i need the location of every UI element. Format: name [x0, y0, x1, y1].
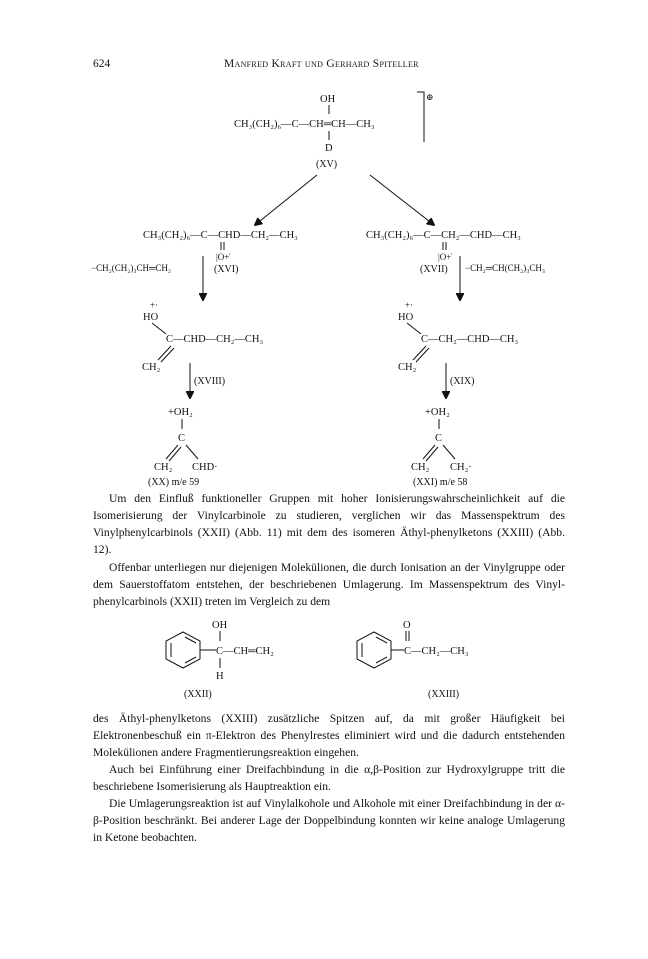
structure-xvi	[91, 230, 298, 300]
xx-label: (XX) m/e 59	[148, 477, 200, 488]
structure-xv	[234, 92, 434, 170]
xvi-formula: CH₃(CH₂)₆—C—CHD—CH₂—CH₃	[143, 230, 298, 241]
paragraph-4: Auch bei Einführung einer Dreifachbindung in die α,β-Position zur Hydroxylgruppe tritt die beschriebene Isomerisierung als Hauptreaktion ein.	[93, 763, 565, 793]
arrow-to-xvi	[255, 175, 317, 225]
xviii-ch2: CH₂	[142, 362, 161, 373]
xix-label: (XIX)	[450, 376, 475, 387]
xviii-chain: C—CHD—CH₂—CH₃	[166, 334, 264, 345]
xv-oh: OH	[320, 94, 336, 105]
xxii-chain: C—CH═CH₂	[216, 646, 274, 657]
xxii-h: H	[216, 671, 224, 682]
xix-chain: C—CH₂—CHD—CH₃	[421, 334, 519, 345]
xxii-oh: OH	[212, 620, 228, 631]
xx-chd: CHD·	[192, 462, 218, 473]
xvii-loss: −CH₂═CH(CH₂)₃CH₃	[465, 263, 546, 273]
xx-ch2: CH₂	[154, 462, 173, 473]
arrow-to-xvii	[370, 175, 434, 225]
running-head: Manfred Kraft und Gerhard Spiteller	[224, 58, 419, 70]
structure-xviii	[142, 300, 264, 398]
paragraph-5: Die Umlagerungsreaktion ist auf Vinylalkohole und Alkohole mit einer Dreifachbindung in der α-β-Position beschränkt. Bei anderer Lage der Doppelbindung konnten wir keine analoge Umlagerung in Ketone beobachten.	[93, 797, 565, 844]
xvii-oxygen: |O+̇	[438, 252, 452, 262]
xx-c: C	[178, 433, 186, 444]
xix-ho: HO	[398, 312, 414, 323]
xxi-ch2r: CH₂·	[450, 462, 472, 473]
xv-chain: CH₃(CH₂)₆—C—CH═CH—CH₃	[234, 119, 375, 130]
xxi-c: C	[435, 433, 443, 444]
xvi-oxygen: |O+̇	[216, 252, 230, 262]
structure-xx	[148, 407, 218, 488]
paragraph-2: Offenbar unterliegen nur diejenigen Molekülionen, die durch Ionisation an der Vinylgruppe oder dem Sauerstoffatom entstehen, der beschriebenen Umlagerung. Im Massenspektrum des Vinyl-phenylcarbinols (XXII) treten im Vergleich zu dem	[93, 561, 565, 608]
xvi-label: (XVI)	[214, 264, 239, 275]
xxii-label: (XXII)	[184, 689, 212, 700]
xix-radical: +·	[405, 300, 414, 310]
xxi-label: (XXI) m/e 58	[413, 477, 468, 488]
xx-oh2: +OH₂	[168, 407, 193, 418]
structure-xxi	[411, 407, 472, 488]
xxiii-chain: C—CH₂—CH₃	[404, 646, 469, 657]
xxi-oh2: +OH₂	[425, 407, 450, 418]
xv-label: (XV)	[316, 159, 338, 170]
xix-ch2: CH₂	[398, 362, 417, 373]
xviii-ho: HO	[143, 312, 159, 323]
page-number: 624	[93, 58, 111, 70]
xvii-label: (XVII)	[420, 264, 448, 275]
xv-d: D	[325, 143, 333, 154]
xvi-loss: −CH₂(CH₂)₃CH═CH₂	[91, 263, 172, 273]
structure-xix	[398, 300, 519, 398]
xvii-formula: CH₃(CH₂)₆—C—CH₂—CHD—CH₃	[366, 230, 521, 241]
xviii-radical: +·	[150, 300, 159, 310]
xviii-label: (XVIII)	[194, 376, 226, 387]
paragraph-3: des Äthyl-phenylketons (XXIII) zusätzliche Spitzen auf, da mit großer Häufigkeit bei Elektronenbeschuß ein π-Elektron des Phenylrestes eliminiert wird und die dadurch entstehenden Molekülionen andere Fragmentierungsreaktion eingehen.	[93, 712, 565, 759]
structure-xvii	[366, 230, 545, 300]
xxiii-label: (XXIII)	[428, 689, 460, 700]
xxiii-o: O	[403, 620, 411, 631]
paragraph-1: Um den Einfluß funktioneller Gruppen mit hoher Ionisierungswahrscheinlichkeit auf die Isomerisierung der Vinylcarbinole zu studieren, verglichen wir das Massenspektrum des Vinylphenylcarbinols (XXII) (Abb. 11) mit dem des isomeren Äthyl-phenylketons (XXIII) (Abb. 12).	[93, 492, 565, 556]
structure-xxiii	[357, 620, 469, 700]
structure-xxii	[166, 620, 274, 700]
xxi-ch2: CH₂	[411, 462, 430, 473]
xv-charge: ⊕	[426, 92, 434, 102]
